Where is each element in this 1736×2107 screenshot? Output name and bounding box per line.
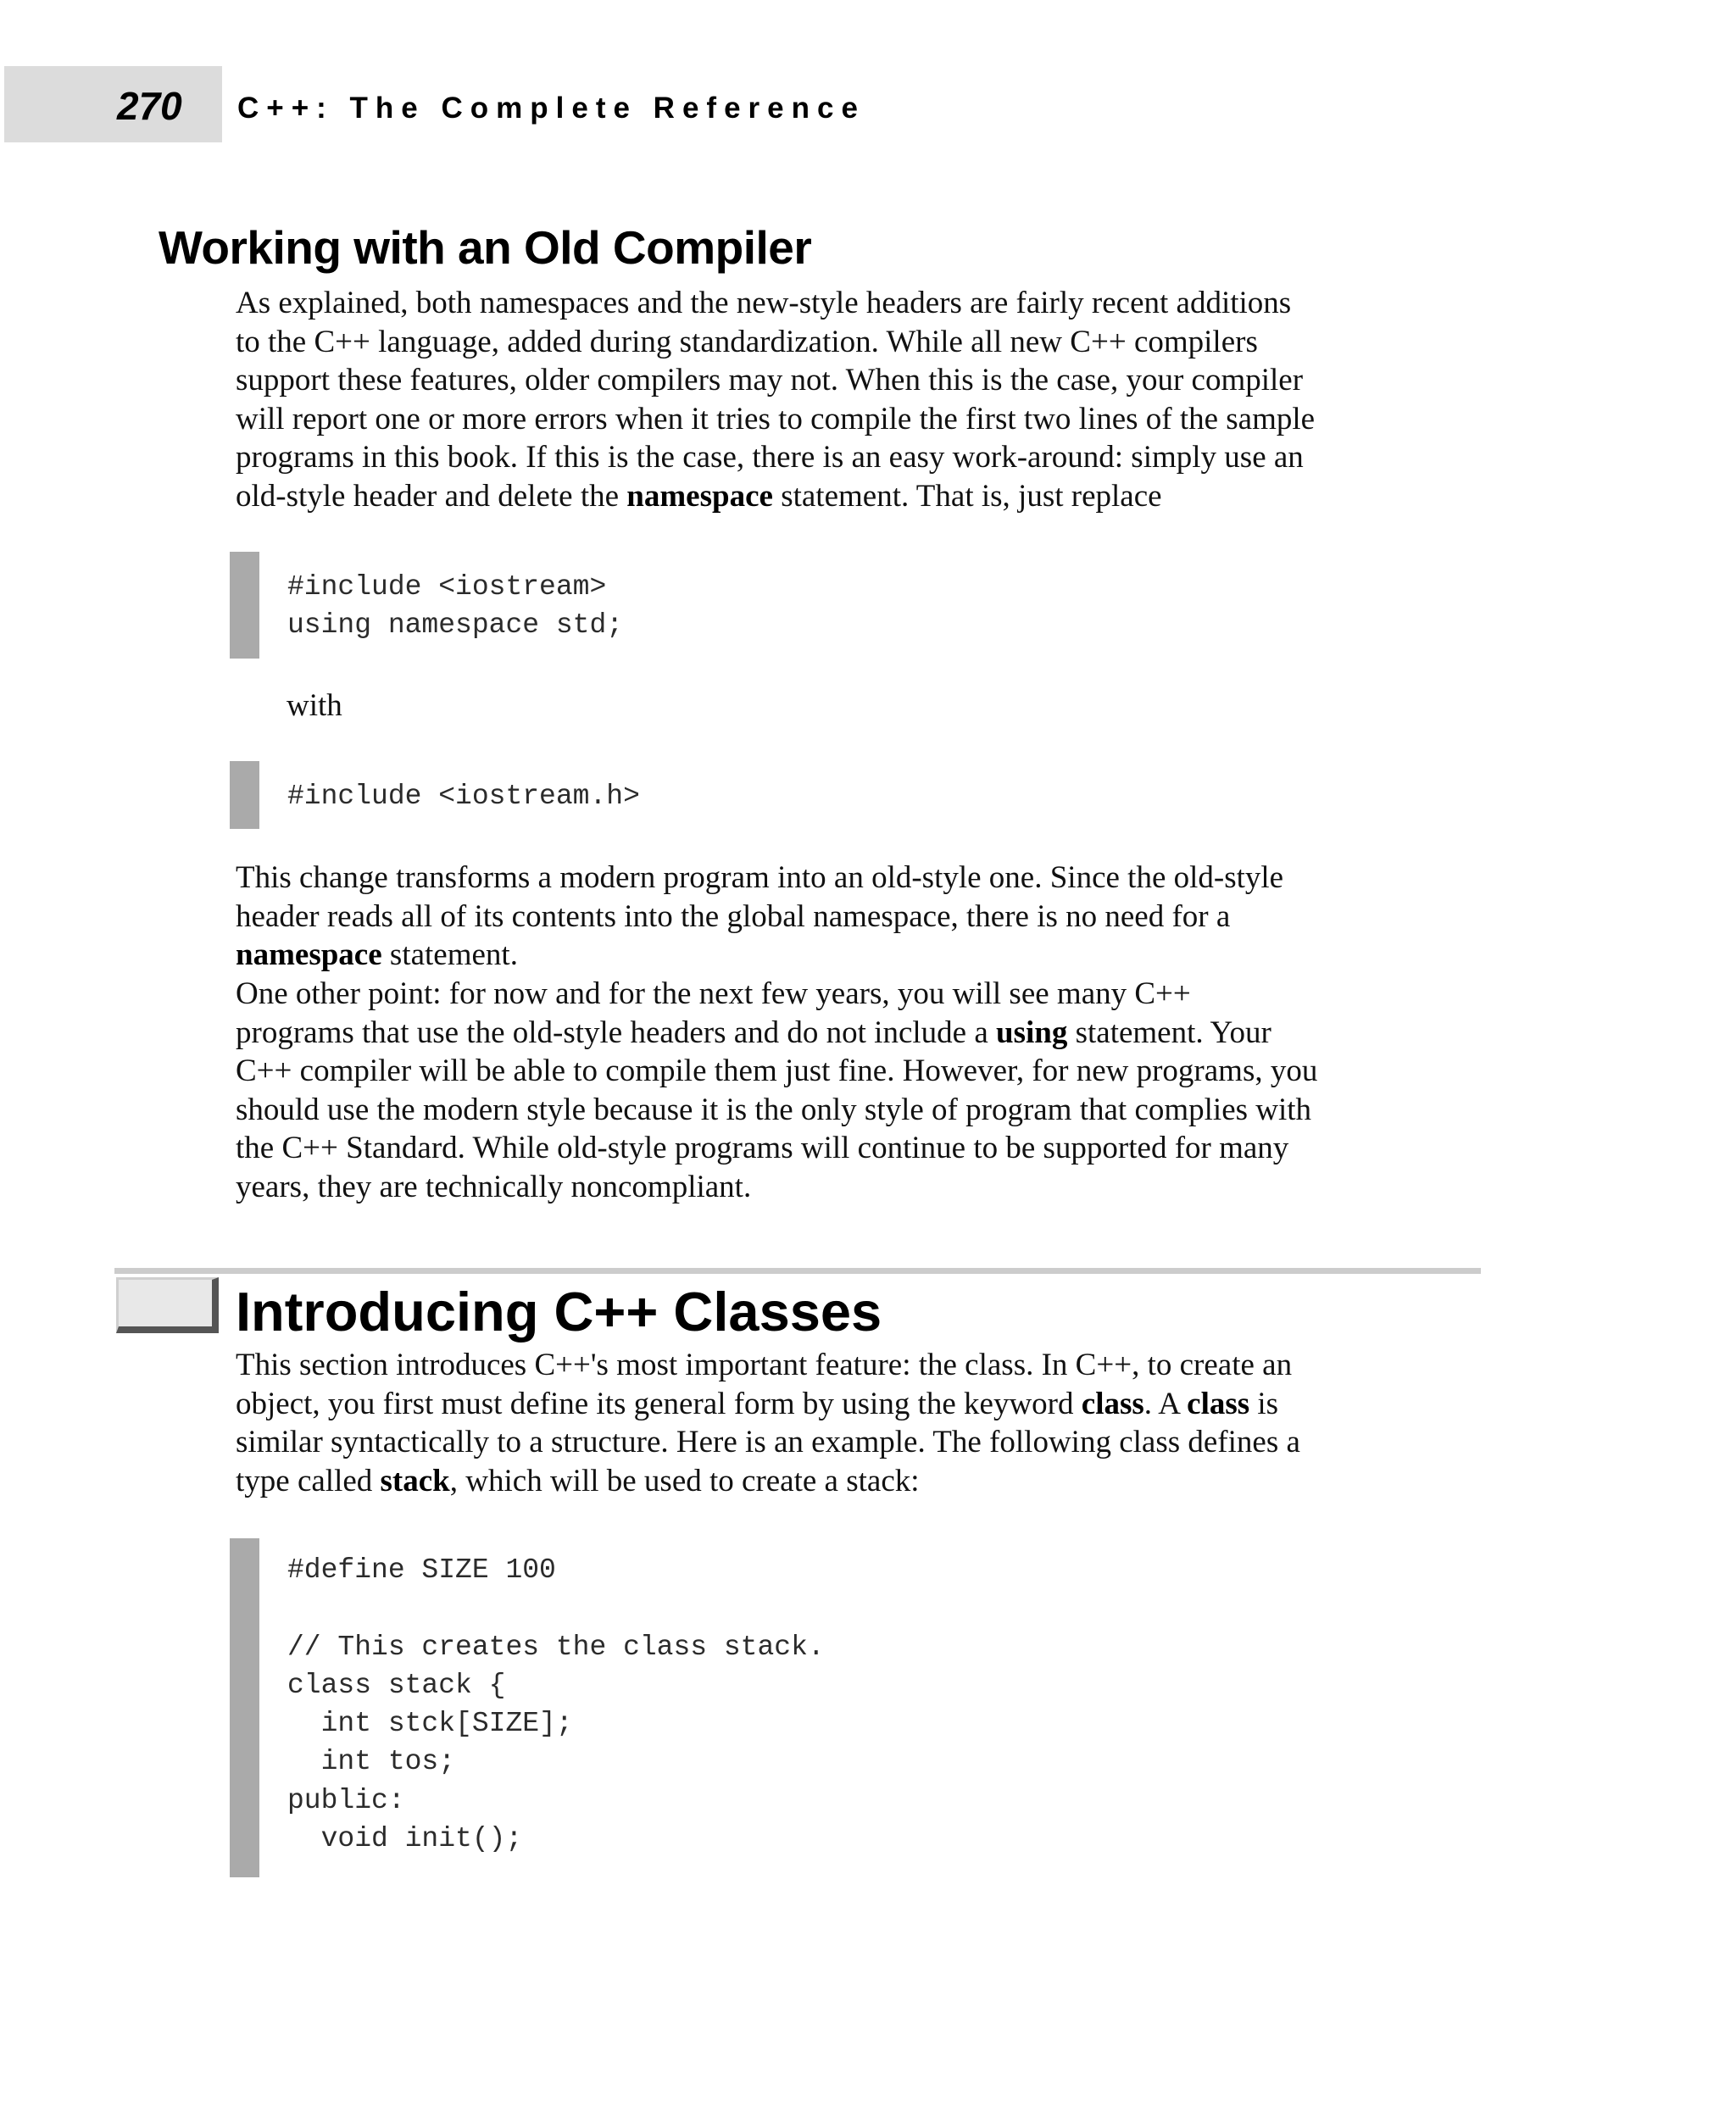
paragraph-text: statement. Your C++ compiler will be able to compile them just fine. However, for new programs, you should use the modern style because it is the only style of program that complies with the C++ Standard. While old-style programs will continue to be supported for many years, they are technically noncompliant. xyxy=(236,1015,1318,1204)
paragraph-text: . A xyxy=(1143,1386,1188,1421)
paragraph-text: is similar syntactically to a structure. Here is an example. The following class defines a type called xyxy=(236,1386,1300,1498)
keyword-namespace: namespace xyxy=(626,478,773,514)
paragraph-text: , which will be used to create a stack: xyxy=(449,1463,920,1498)
page-number: 270 xyxy=(117,84,182,128)
paragraph-text: statement. xyxy=(381,937,518,972)
paragraph-classes-intro xyxy=(236,1346,1490,1500)
keyword-namespace: namespace xyxy=(236,937,382,972)
section-heading-old-compiler: Working with an Old Compiler xyxy=(159,221,812,274)
with-text: with xyxy=(287,688,342,723)
paragraph-text: This section introduces C++'s most important feature: the class. In C++, to create an object, you first must define its general form by using the keyword xyxy=(236,1348,1293,1421)
paragraph-text: This change transforms a modern program into an old-style one. Since the old-style header reads all of its contents into the global namespace, there is no need for a xyxy=(236,860,1284,934)
code-block-old-header: #include <iostream.h> xyxy=(287,781,640,812)
paragraph-text: statement. That is, just replace xyxy=(772,478,1162,514)
paragraph-old-compiler-intro xyxy=(236,284,1490,515)
paragraph-text: As explained, both namespaces and the new-style headers are fairly recent additions to the C++ language, added during standardization. While all new C++ compilers support these features, older compilers may not. When this is the case, your compiler will report one or more errors when it tries to compile the first two lines of the sample programs in this book. If this is the case, there is an easy work-around: simply use an old-style header and delete the xyxy=(236,286,1316,514)
keyword-class: class xyxy=(1187,1386,1250,1421)
paragraph-transform xyxy=(236,859,1490,975)
paragraph-text: One other point: for now and for the next few years, you will see many C++ programs that use the old-style headers and do not include a xyxy=(236,976,1191,1050)
keyword-class: class xyxy=(1081,1386,1144,1421)
code-block-modern-header: #include <iostream> using namespace std; xyxy=(287,571,624,642)
code-block-stack-class: #define SIZE 100 // This creates the class stack. class stack { int stck[SIZE]; int tos; public: void init(); xyxy=(287,1554,825,1855)
section-marker-icon xyxy=(116,1277,219,1333)
keyword-using: using xyxy=(996,1015,1068,1050)
paragraph-other-point xyxy=(236,975,1490,1206)
keyword-stack: stack xyxy=(380,1463,450,1498)
section-divider xyxy=(114,1268,1481,1274)
code-block-marker xyxy=(230,1538,259,1877)
code-block-marker xyxy=(230,761,259,829)
running-book-title: C++: The Complete Reference xyxy=(237,92,865,125)
code-block-marker xyxy=(230,552,259,659)
section-heading-classes: Introducing C++ Classes xyxy=(236,1281,882,1343)
page-number-tab xyxy=(4,66,222,142)
